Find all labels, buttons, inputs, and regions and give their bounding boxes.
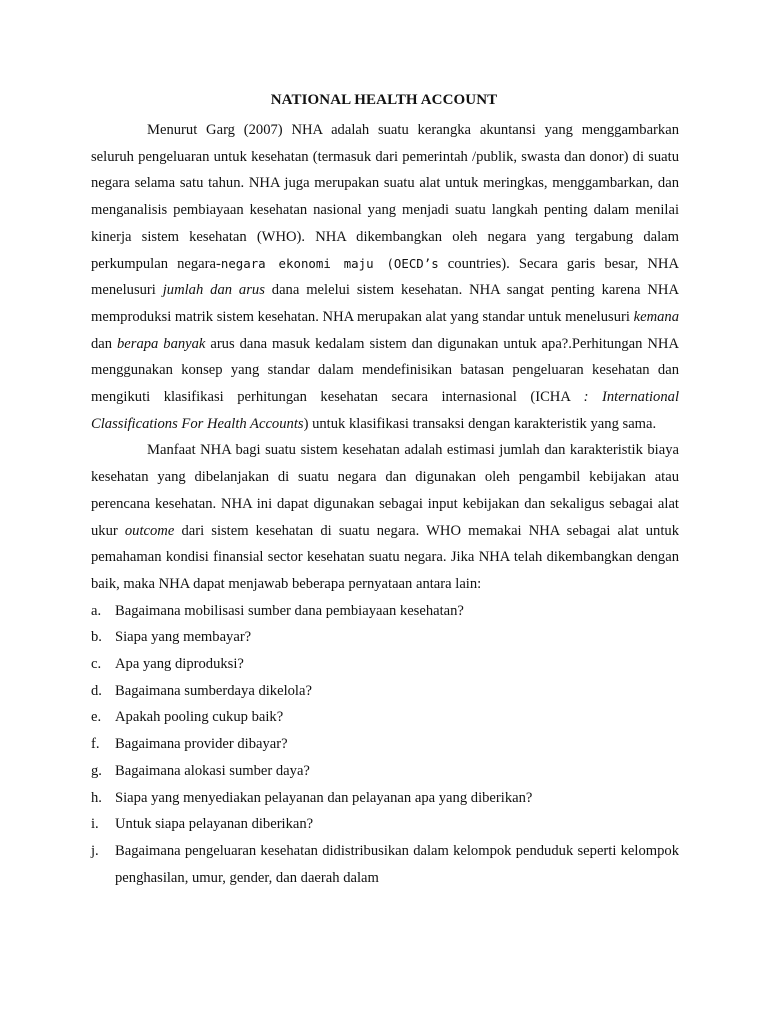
list-item (91, 785, 679, 812)
list-marker: e. (91, 709, 102, 726)
list-marker: c. (91, 656, 102, 673)
paragraph-text-italic: kemana (633, 308, 679, 325)
paragraph-benefits (91, 437, 679, 597)
list-item-text: Bagaimana mobilisasi sumber dana pembiayaan kesehatan? (115, 602, 464, 619)
list-item-text: Bagaimana provider dibayar? (115, 736, 288, 753)
list-item (91, 731, 679, 758)
list-item (91, 678, 679, 705)
list-item (91, 624, 679, 651)
paragraph-text-italic: jumlah dan arus (162, 282, 265, 299)
question-list (91, 598, 679, 892)
paragraph-text-italic: : International Classifications For Health Accounts (91, 389, 680, 432)
paragraph-text: arus dana masuk kedalam sistem dan digunakan untuk apa?.Perhitungan NHA menggunakan konsep yang standar dalam mendefinisikan batasan pengeluaran kesehatan dan mengikuti klasifikasi perhitungan kesehatan secara internasional (ICHA (91, 335, 679, 406)
list-marker: g. (91, 762, 102, 779)
list-item-text: Siapa yang menyediakan pelayanan dan pelayanan apa yang diberikan? (115, 789, 533, 806)
document-body (91, 117, 679, 891)
list-marker: b. (91, 629, 102, 646)
list-item (91, 704, 679, 731)
list-marker: i. (91, 816, 99, 833)
list-marker: d. (91, 682, 102, 699)
paragraph-text-italic: berapa banyak (117, 335, 206, 352)
paragraph-text: countries). Secara garis besar, NHA menelusuri (91, 255, 679, 299)
paragraph-text: dan (91, 335, 117, 352)
paragraph-text-mono: negara ekonomi maju (OECD’s (220, 255, 439, 271)
list-item-text: Untuk siapa pelayanan diberikan? (115, 816, 314, 833)
list-marker: j. (91, 842, 99, 859)
paragraph-text: Manfaat NHA bagi suatu sistem kesehatan adalah estimasi jumlah dan karakteristik biaya kesehatan yang dibelanjakan di suatu negara dan digunakan oleh pengambil kebijakan atau perencana kesehatan. NHA ini dapat digunakan sebagai input kebijakan dan sekaligus sebagai alat ukur (91, 442, 679, 539)
document-title: NATIONAL HEALTH ACCOUNT (270, 92, 498, 108)
paragraph-definition (91, 117, 679, 437)
list-marker: a. (91, 602, 102, 619)
list-marker: h. (91, 789, 102, 806)
paragraph-text-italic: outcome (124, 522, 175, 539)
list-item-text: Apa yang diproduksi? (115, 656, 244, 673)
list-item (91, 758, 679, 785)
list-marker: f. (91, 736, 100, 753)
list-item (91, 838, 679, 891)
paragraph-text: dana melelui sistem kesehatan. NHA sangat penting karena NHA memproduksi matrik sistem kesehatan. NHA merupakan alat yang standar untuk menelusuri (91, 282, 679, 325)
list-item-text: Siapa yang membayar? (115, 629, 252, 646)
paragraph-text: ) untuk klasifikasi transaksi dengan karakteristik yang sama. (303, 415, 657, 432)
list-item (91, 598, 679, 625)
list-item-text: Bagaimana alokasi sumber daya? (115, 762, 310, 779)
list-item (91, 651, 679, 678)
list-item (91, 811, 679, 838)
list-item-text: Apakah pooling cukup baik? (115, 709, 284, 726)
list-item-text: Bagaimana pengeluaran kesehatan didistribusikan dalam kelompok penduduk seperti kelompok penghasilan, umur, gender, dan daerah dalam (115, 842, 679, 886)
list-item-text: Bagaimana sumberdaya dikelola? (115, 682, 312, 699)
paragraph-text: Menurut Garg (2007) NHA adalah suatu kerangka akuntansi yang menggambarkan seluruh pengeluaran untuk kesehatan (termasuk dari pemerintah /publik, swasta dan donor) di suatu negara selama satu tahun. NHA juga merupakan suatu alat untuk meringkas, menggambarkan, dan menganalisis pembiayaan kesehatan nasional yang menjadi suatu langkah penting dalam menilai kinerja sistem kesehatan (WHO). NHA dikembangkan oleh negara yang tergabung dalam perkumpulan negara- (91, 122, 679, 272)
paragraph-text: dari sistem kesehatan di suatu negara. WHO memakai NHA sebagai alat untuk pemahaman kondisi finansial sector kesehatan suatu negara. Jika NHA telah dikembangkan dengan baik, maka NHA dapat menjawab beberapa pernyataan antara lain: (91, 522, 679, 592)
